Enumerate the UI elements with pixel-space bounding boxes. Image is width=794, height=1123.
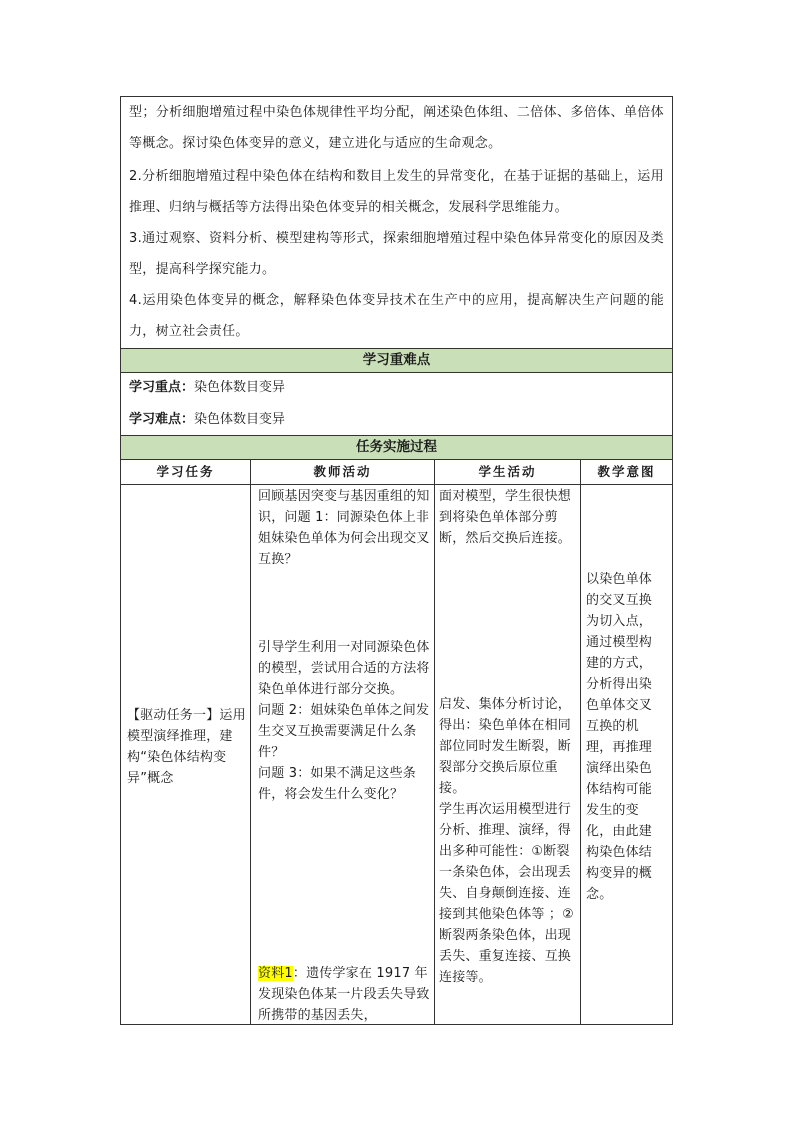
learning-focus-value: 染色体数目变异 — [194, 380, 286, 395]
material-1-label: 资料1 — [258, 966, 293, 981]
column-header-task: 学习任务 — [156, 464, 215, 479]
teacher-activity-question-2: 问题 2：姐妹染色单体之间发生交叉互换需要满足什么条件？ — [258, 703, 430, 760]
teacher-activity-guide-model: 引导学生利用一对同源染色体的模型，尝试用合适的方法将染色单体进行部分交换。 — [258, 640, 430, 697]
driving-task-one: 【驱动任务一】运用模型演绎推理，建构“染色体结构变异”概念 — [127, 708, 246, 786]
column-header-teacher: 教师活动 — [313, 464, 372, 479]
student-activity-model-reasoning: 学生再次运用模型进行分析、推理、演绎，得出多种可能性：①断裂一条染色体，会出现丢失、自身颠倒连接、连接到其他染色体等 ；②断裂两条染色体，出现丢失、重复连接、互换连接等。 — [439, 802, 574, 985]
teacher-activity-question-3: 问题 3：如果不满足这些条件，将会发生什么变化？ — [258, 766, 417, 802]
teacher-activity-material-1 — [258, 963, 430, 1026]
learning-difficulty-row — [121, 404, 672, 436]
keypoints-section-header: 学习重难点 — [121, 349, 672, 372]
student-activity-group-discussion: 启发、集体分析讨论，得出：染色单体在相同部位同时发生断裂，断裂部分交换后原位重接。 — [439, 697, 572, 796]
objective-paragraph-3: 3.通过观察、资料分析、模型建构等形式，探索细胞增殖过程中染色体异常变化的原因及类型，提高科学探究能力。 — [129, 231, 664, 277]
teacher-activity-review-question-1: 回顾基因突变与基因重组的知识，问题 1：同源染色体上非姐妹染色单体为何会出现交叉互换？ — [258, 489, 430, 567]
column-header-student: 学生活动 — [478, 464, 537, 479]
objective-paragraph-2: 2.分析细胞增殖过程中染色体在结构和数目上发生的异常变化，在基于证据的基础上，运用推理、归纳与概括等方法得出染色体变异的相关概念，发展科学思维能力。 — [129, 169, 664, 215]
learning-focus-label: 学习重点： — [129, 380, 195, 395]
objective-paragraph-4: 4.运用染色体变异的概念，解释染色体变异技术在生产中的应用，提高解决生产问题的能力，树立社会责任。 — [129, 293, 664, 339]
learning-difficulty-label: 学习难点： — [129, 412, 195, 427]
column-header-intent: 教学意图 — [597, 464, 656, 479]
teaching-intent: 以染色单体的交叉互换为切入点，通过模型构建的方式，分析得出染色单体交叉互换的机理，再推理演绎出染色体结构可能发生的变化，由此建构染色体结构变异的概念。 — [586, 572, 653, 902]
objective-paragraph-1: 型；分析细胞增殖过程中染色体规律性平均分配，阐述染色体组、二倍体、多倍体、单倍体等概念。探讨染色体变异的意义，建立进化与适应的生命观念。 — [129, 105, 664, 151]
lesson-plan-table — [120, 96, 673, 1025]
student-activity-model-cut: 面对模型，学生很快想到将染色单体部分剪断，然后交换后连接。 — [439, 489, 572, 546]
learning-focus-row — [121, 372, 672, 404]
process-section-header: 任务实施过程 — [121, 436, 672, 459]
learning-difficulty-value: 染色体数目变异 — [194, 412, 286, 427]
material-1-text: ：遗传学家在 1917 年发现染色体某一片段丢失导致所携带的基因丢失， — [258, 966, 430, 1023]
